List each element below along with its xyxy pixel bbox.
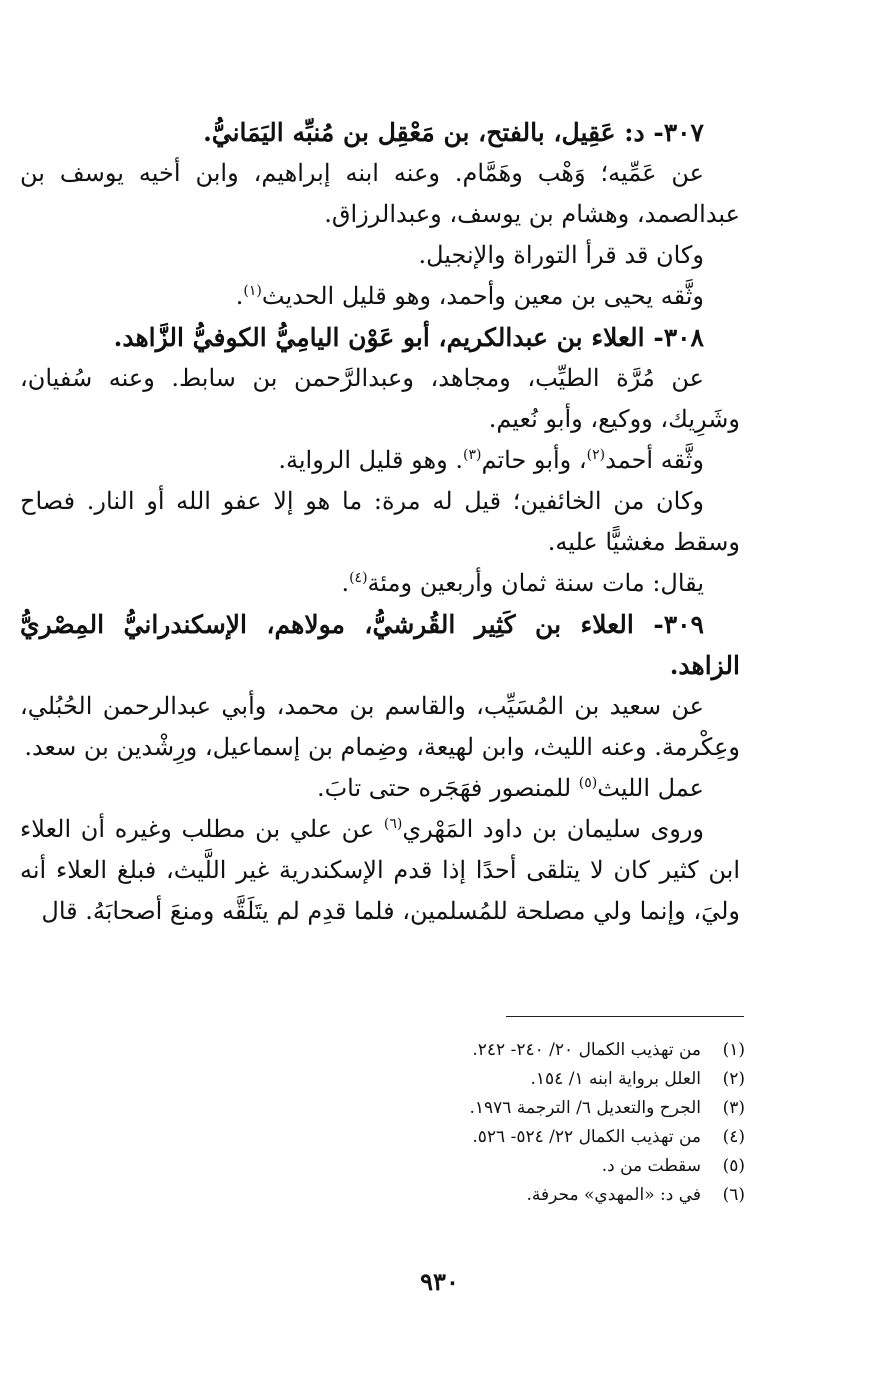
footnote-ref: (٦) — [383, 816, 403, 832]
entry-309-heading: ٣٠٩- العلاء بن كَثِير القُرشيُّ، مولاهم، الإسكندرانيُّ المِصْريُّ الزاهد. — [20, 610, 740, 680]
footnote-divider — [506, 1016, 744, 1017]
footnote-item — [300, 1152, 745, 1181]
footnote-number: (٤) — [722, 1127, 745, 1147]
footnote-item — [300, 1094, 745, 1123]
entry-308-heading: ٣٠٨- العلاء بن عبدالكريم، أبو عَوْن اليامِيُّ الكوفيُّ الزَّاهد. — [113, 323, 704, 352]
footnote-item — [300, 1123, 745, 1152]
footnote-text: في د: «المهدي» محرفة. — [526, 1185, 701, 1205]
paragraph-text: عن علي بن مطلب وغيره أن العلاء ابن كثير كان لا يتلقى أحدًا إذا قدم الإسكندرية غير اللَّيث، فبلغ العلاء أنه وليَ، وإنما ولي مصلحة للمُسلمين، فلما قدِم لم يتَلَقَّه ومنعَ أصحابَهُ. قال — [20, 815, 740, 925]
footnote-ref: (١) — [243, 283, 262, 299]
footnote-text: الجرح والتعديل ٦/ الترجمة ١٩٧٦. — [469, 1098, 701, 1118]
entry-307-paragraph — [20, 276, 740, 317]
paragraph-text: للمنصور فهَجَره حتى تابَ. — [316, 774, 579, 802]
entry-307-paragraph: وكان قد قرأ التوراة والإنجيل. — [418, 241, 704, 269]
main-text — [20, 112, 740, 932]
entry-308-paragraph: وكان من الخائفين؛ قيل له مرة: ما هو إلا عفو الله أو النار. فصاح وسقط مغشيًّا عليه. — [20, 487, 740, 556]
paragraph-text: . — [341, 569, 350, 597]
paragraph-text: وروى سليمان بن داود المَهْري — [402, 815, 704, 843]
paragraph-text: . — [235, 282, 244, 310]
entry-308-paragraph: عن مُرَّة الطيِّب، ومجاهد، وعبدالرَّحمن بن سابط. وعنه سُفيان، وشَرِيك، ووكيع، وأبو نُعيم. — [20, 364, 740, 433]
footnote-number: (١) — [722, 1040, 745, 1060]
entry-307-heading: ٣٠٧- د: عَقِيل، بالفتح، بن مَعْقِل بن مُنبِّه اليَمَانيُّ. — [203, 118, 704, 147]
footnote-text: من تهذيب الكمال ٢٢/ ٥٢٤- ٥٢٦. — [472, 1127, 701, 1147]
footnote-ref: (٣) — [463, 447, 482, 463]
footnote-item — [300, 1036, 745, 1065]
footnotes — [300, 1036, 745, 1210]
footnote-ref: (٥) — [578, 775, 598, 791]
footnote-item — [300, 1181, 745, 1210]
footnote-text: العلل برواية ابنه ١/ ١٥٤. — [530, 1069, 701, 1089]
entry-308-paragraph — [20, 563, 740, 604]
footnote-ref: (٢) — [586, 447, 606, 463]
footnote-number: (٦) — [722, 1185, 745, 1205]
footnote-number: (٥) — [722, 1156, 745, 1176]
entry-309-paragraph — [20, 809, 740, 932]
footnote-text: من تهذيب الكمال ٢٠/ ٢٤٠- ٢٤٢. — [472, 1040, 701, 1060]
footnote-number: (٢) — [722, 1069, 745, 1089]
paragraph-text: يقال: مات سنة ثمان وأربعين ومئة — [367, 569, 704, 597]
page-number: ٩٣٠ — [420, 1267, 459, 1296]
paragraph-text: عمل الليث — [597, 774, 704, 802]
footnote-item — [300, 1065, 745, 1094]
paragraph-text: وثَّقه يحيى بن معين وأحمد، وهو قليل الحديث — [261, 282, 704, 310]
entry-308-paragraph — [20, 440, 740, 481]
footnote-number: (٣) — [722, 1098, 745, 1118]
footnote-text: سقطت من د. — [601, 1156, 701, 1176]
paragraph-text: ، وأبو حاتم — [481, 446, 587, 474]
entry-309-paragraph: عن سعيد بن المُسَيِّب، والقاسم بن محمد، وأبي عبدالرحمن الحُبُلي، وعِكْرمة. وعنه الليث، وابن لهيعة، وضِمام بن إسماعيل، ورِشْدين بن سعد. — [20, 692, 740, 761]
entry-307-paragraph: عن عَمِّيه؛ وَهْب وهَمَّام. وعنه ابنه إبراهيم، وابن أخيه يوسف بن عبدالصمد، وهشام بن يوسف، وعبدالرزاق. — [20, 159, 740, 228]
entry-309-paragraph — [20, 768, 740, 809]
paragraph-text: وثَّقه أحمد — [605, 446, 704, 474]
footnote-ref: (٤) — [349, 570, 368, 586]
paragraph-text: . وهو قليل الرواية. — [278, 446, 464, 474]
